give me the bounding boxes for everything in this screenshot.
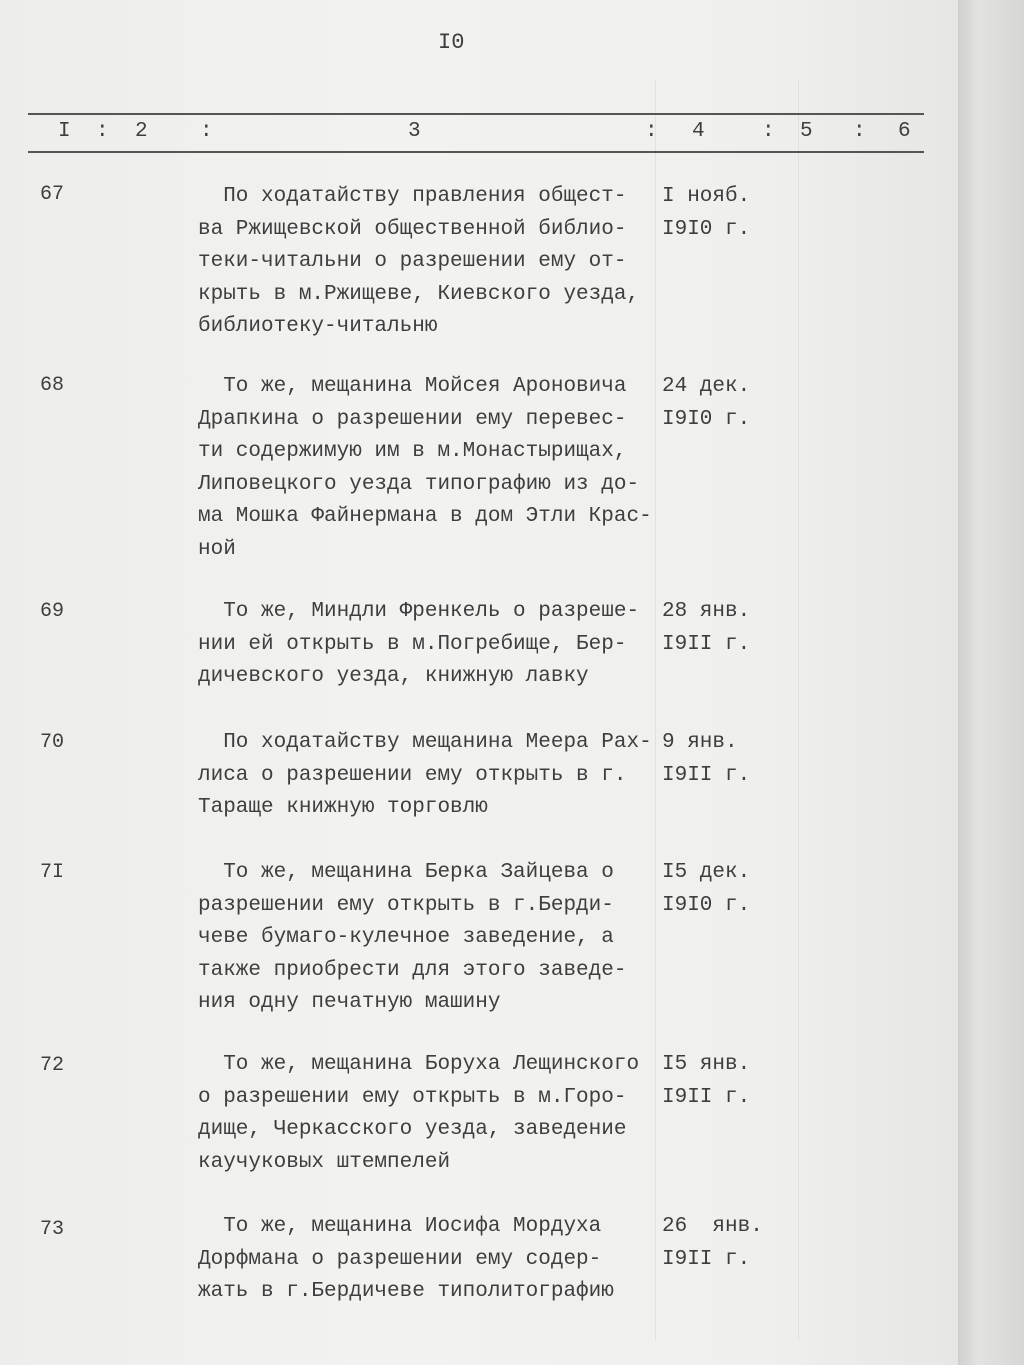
description-line: Тараще книжную торговлю bbox=[198, 796, 488, 819]
description-line: дище, Черкасского уезда, заведение bbox=[198, 1118, 627, 1141]
description-line: ния одну печатную машину bbox=[198, 991, 501, 1014]
header-rule-top bbox=[28, 113, 924, 115]
date-line: I9II г. bbox=[662, 763, 751, 787]
column-header-separator: : bbox=[762, 120, 775, 143]
entry-description bbox=[198, 857, 626, 1020]
entry-date bbox=[662, 1211, 763, 1276]
description-line: Дорфмана о разрешении ему содер- bbox=[198, 1247, 602, 1271]
date-line: I9II г. bbox=[662, 1247, 751, 1271]
date-line: I9II г. bbox=[662, 632, 751, 656]
description-line: каучуковых штемпелей bbox=[198, 1150, 451, 1174]
date-line: 28 янв. bbox=[662, 600, 751, 623]
entry-number: 69 bbox=[40, 600, 65, 623]
description-line: о разрешении ему открыть в м.Горо- bbox=[198, 1085, 627, 1109]
date-line: I9II г. bbox=[662, 1085, 751, 1109]
column-header-6: 6 bbox=[898, 120, 911, 143]
entry-description bbox=[198, 596, 639, 694]
description-line: ной bbox=[198, 537, 236, 561]
entry-description bbox=[198, 1049, 639, 1179]
column-header-1: I bbox=[58, 120, 71, 143]
description-line: То же, мещанина Мойсея Ароновича bbox=[198, 375, 627, 398]
entry-number: 73 bbox=[40, 1218, 65, 1241]
entry-description bbox=[198, 181, 639, 344]
column-header-3: 3 bbox=[408, 120, 421, 143]
description-line: дичевского уезда, книжную лавку bbox=[198, 665, 589, 688]
description-line: То же, мещанина Иосифа Мордуха bbox=[198, 1215, 602, 1238]
description-line: чеве бумаго-кулечное заведение, а bbox=[198, 926, 614, 949]
column-header-4: 4 bbox=[692, 120, 705, 143]
description-line: лиса о разрешении ему открыть в г. bbox=[198, 763, 627, 787]
column-header-separator: : bbox=[200, 120, 213, 143]
description-line: То же, Миндли Френкель о разреше- bbox=[198, 600, 640, 623]
column-guide bbox=[798, 80, 799, 1340]
description-line: То же, мещанина Боруха Лещинского bbox=[198, 1053, 640, 1076]
date-line: 9 янв. bbox=[662, 731, 738, 754]
description-line: жать в г.Бердичеве типолитографию bbox=[198, 1280, 614, 1303]
page-number: I0 bbox=[438, 30, 465, 55]
column-header-separator: : bbox=[645, 120, 658, 143]
description-line: крыть в м.Ржищеве, Киевского уезда, bbox=[198, 282, 640, 306]
description-line: ти содержимую им в м.Монастырищах, bbox=[198, 440, 627, 463]
description-line: теки-читальни о разрешении ему от- bbox=[198, 250, 627, 273]
description-line: библиотеку-читальню bbox=[198, 315, 438, 338]
column-header-separator: : bbox=[853, 120, 866, 143]
date-line: I9I0 г. bbox=[662, 407, 751, 431]
description-line: ма Мошка Файнермана в дом Этли Крас- bbox=[198, 505, 652, 528]
entry-number: 7I bbox=[40, 861, 65, 884]
description-line: также приобрести для этого заведе- bbox=[198, 958, 627, 982]
column-header-separator: : bbox=[96, 120, 109, 143]
date-line: I5 дек. bbox=[662, 861, 751, 884]
entry-description bbox=[198, 371, 652, 566]
entry-date bbox=[662, 727, 750, 792]
date-line: I9I0 г. bbox=[662, 217, 751, 241]
underlying-page-edge bbox=[958, 0, 1024, 1365]
column-header-5: 5 bbox=[800, 120, 813, 143]
entry-date bbox=[662, 371, 750, 436]
entry-date bbox=[662, 181, 750, 246]
date-line: 26 янв. bbox=[662, 1215, 763, 1238]
header-rule-bottom bbox=[28, 151, 924, 153]
entry-description bbox=[198, 1211, 614, 1309]
date-line: I9I0 г. bbox=[662, 893, 751, 917]
description-line: разрешении ему открыть в г.Берди- bbox=[198, 893, 614, 917]
entry-date bbox=[662, 1049, 750, 1114]
column-guide bbox=[655, 80, 656, 1340]
entry-description bbox=[198, 727, 652, 825]
date-line: I5 янв. bbox=[662, 1053, 751, 1076]
description-line: По ходатайству мещанина Меера Рах- bbox=[198, 731, 652, 754]
description-line: По ходатайству правления общест- bbox=[198, 185, 627, 208]
entry-number: 70 bbox=[40, 731, 65, 754]
entry-number: 72 bbox=[40, 1054, 65, 1077]
description-line: нии ей открыть в м.Погребище, Бер- bbox=[198, 632, 627, 656]
entry-date bbox=[662, 857, 750, 922]
entry-number: 68 bbox=[40, 374, 65, 397]
entry-number: 67 bbox=[40, 183, 65, 206]
description-line: Липовецкого уезда типографию из до- bbox=[198, 472, 640, 496]
description-line: Драпкина о разрешении ему перевес- bbox=[198, 407, 627, 431]
description-line: ва Ржищевской общественной библио- bbox=[198, 217, 627, 241]
date-line: 24 дек. bbox=[662, 375, 751, 398]
entry-date bbox=[662, 596, 750, 661]
column-header-2: 2 bbox=[135, 120, 148, 143]
date-line: I нояб. bbox=[662, 185, 751, 208]
description-line: То же, мещанина Берка Зайцева о bbox=[198, 861, 614, 884]
